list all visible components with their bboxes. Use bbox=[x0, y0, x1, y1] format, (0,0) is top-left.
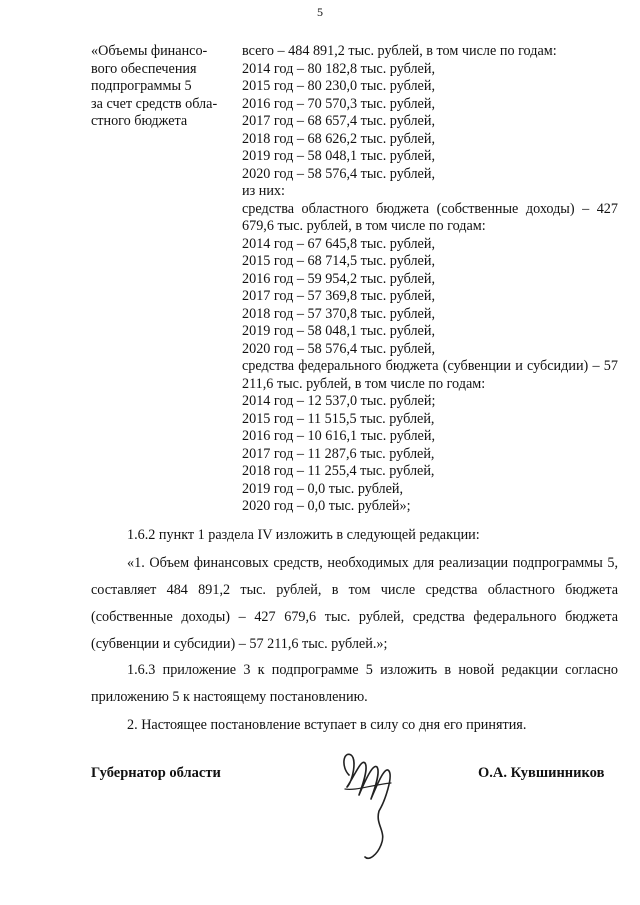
federal-year-line: 2019 год – 0,0 тыс. рублей, bbox=[242, 480, 404, 497]
year-line: 2014 год – 80 182,8 тыс. рублей, bbox=[242, 60, 435, 77]
year-line: 2018 год – 68 626,2 тыс. рублей, bbox=[242, 130, 435, 147]
of-them-line: из них: bbox=[242, 183, 285, 199]
year-line: 2019 год – 58 048,1 тыс. рублей, bbox=[242, 148, 435, 164]
total-line: всего – 484 891,2 тыс. рублей, в том числе по годам: bbox=[242, 43, 557, 59]
regional-year-line: 2019 год – 58 048,1 тыс. рублей, bbox=[242, 323, 435, 339]
federal-year-line: 2014 год – 12 537,0 тыс. рублей; bbox=[242, 393, 436, 409]
regional-year-line: 2015 год – 68 714,5 тыс. рублей, bbox=[242, 253, 435, 269]
label-line: за счет средств обла- bbox=[91, 95, 218, 112]
year-line: 2016 год – 70 570,3 тыс. рублей, bbox=[242, 95, 435, 112]
regional-year-line: 2016 год – 59 954,2 тыс. рублей, bbox=[242, 270, 435, 287]
regional-year-line: 2014 год – 67 645,8 тыс. рублей, bbox=[242, 235, 435, 252]
federal-year-line: 2015 год – 11 515,5 тыс. рублей, bbox=[242, 410, 435, 427]
year-line: 2017 год – 68 657,4 тыс. рублей, bbox=[242, 113, 435, 129]
regional-year-line: 2020 год – 58 576,4 тыс. рублей, bbox=[242, 340, 435, 357]
label-line: вого обеспечения bbox=[91, 60, 197, 77]
federal-year-line: 2017 год – 11 287,6 тыс. рублей, bbox=[242, 445, 435, 462]
federal-year-line: 2018 год – 11 255,4 тыс. рублей, bbox=[242, 463, 435, 479]
financing-label bbox=[91, 43, 236, 131]
paragraph-2: 2. Настоящее постановление вступает в силу со дня его принятия. bbox=[127, 717, 527, 733]
year-line: 2020 год – 58 576,4 тыс. рублей, bbox=[242, 165, 435, 182]
regional-year-line: 2017 год – 57 369,8 тыс. рублей, bbox=[242, 288, 435, 304]
federal-year-line: 2020 год – 0,0 тыс. рублей»; bbox=[242, 498, 411, 514]
federal-year-line: 2016 год – 10 616,1 тыс. рублей, bbox=[242, 428, 435, 444]
label-line: «Объемы финансо- bbox=[91, 43, 208, 59]
federal-budget-header: средства федерального бюджета (субвенции и субсидии) – 57 211,6 тыс. рублей, в том числе по годам: bbox=[242, 358, 618, 392]
signatory-title: Губернатор области bbox=[91, 765, 221, 781]
regional-budget-header: средства областного бюджета (собственные доходы) – 427 679,6 тыс. рублей, в том числе по годам: bbox=[242, 200, 618, 234]
financing-values bbox=[242, 43, 618, 516]
paragraph-quote: «1. Объем финансовых средств, необходимых для реализации подпрограммы 5, составляет 484 891,2 тыс. рублей, в том числе средства областного бюджета (собственные доходы) – 427 679,6 тыс. рублей, средства федерального бюджета (субвенции и субсидии) – 57 211,6 тыс. рублей.»; bbox=[91, 555, 618, 652]
year-line: 2015 год – 80 230,0 тыс. рублей, bbox=[242, 78, 435, 94]
paragraph-1-6-2: 1.6.2 пункт 1 раздела IV изложить в следующей редакции: bbox=[127, 527, 480, 543]
signatory-name: О.А. Кувшинников bbox=[478, 765, 605, 781]
label-line: стного бюджета bbox=[91, 113, 188, 129]
handwritten-signature bbox=[335, 745, 405, 865]
page-number: 5 bbox=[317, 5, 323, 19]
label-line: подпрограммы 5 bbox=[91, 78, 192, 94]
paragraph-1-6-3: 1.6.3 приложение 3 к подпрограмме 5 изложить в новой редакции согласно приложению 5 к настоящему постановлению. bbox=[91, 662, 618, 705]
regional-year-line: 2018 год – 57 370,8 тыс. рублей, bbox=[242, 305, 435, 322]
